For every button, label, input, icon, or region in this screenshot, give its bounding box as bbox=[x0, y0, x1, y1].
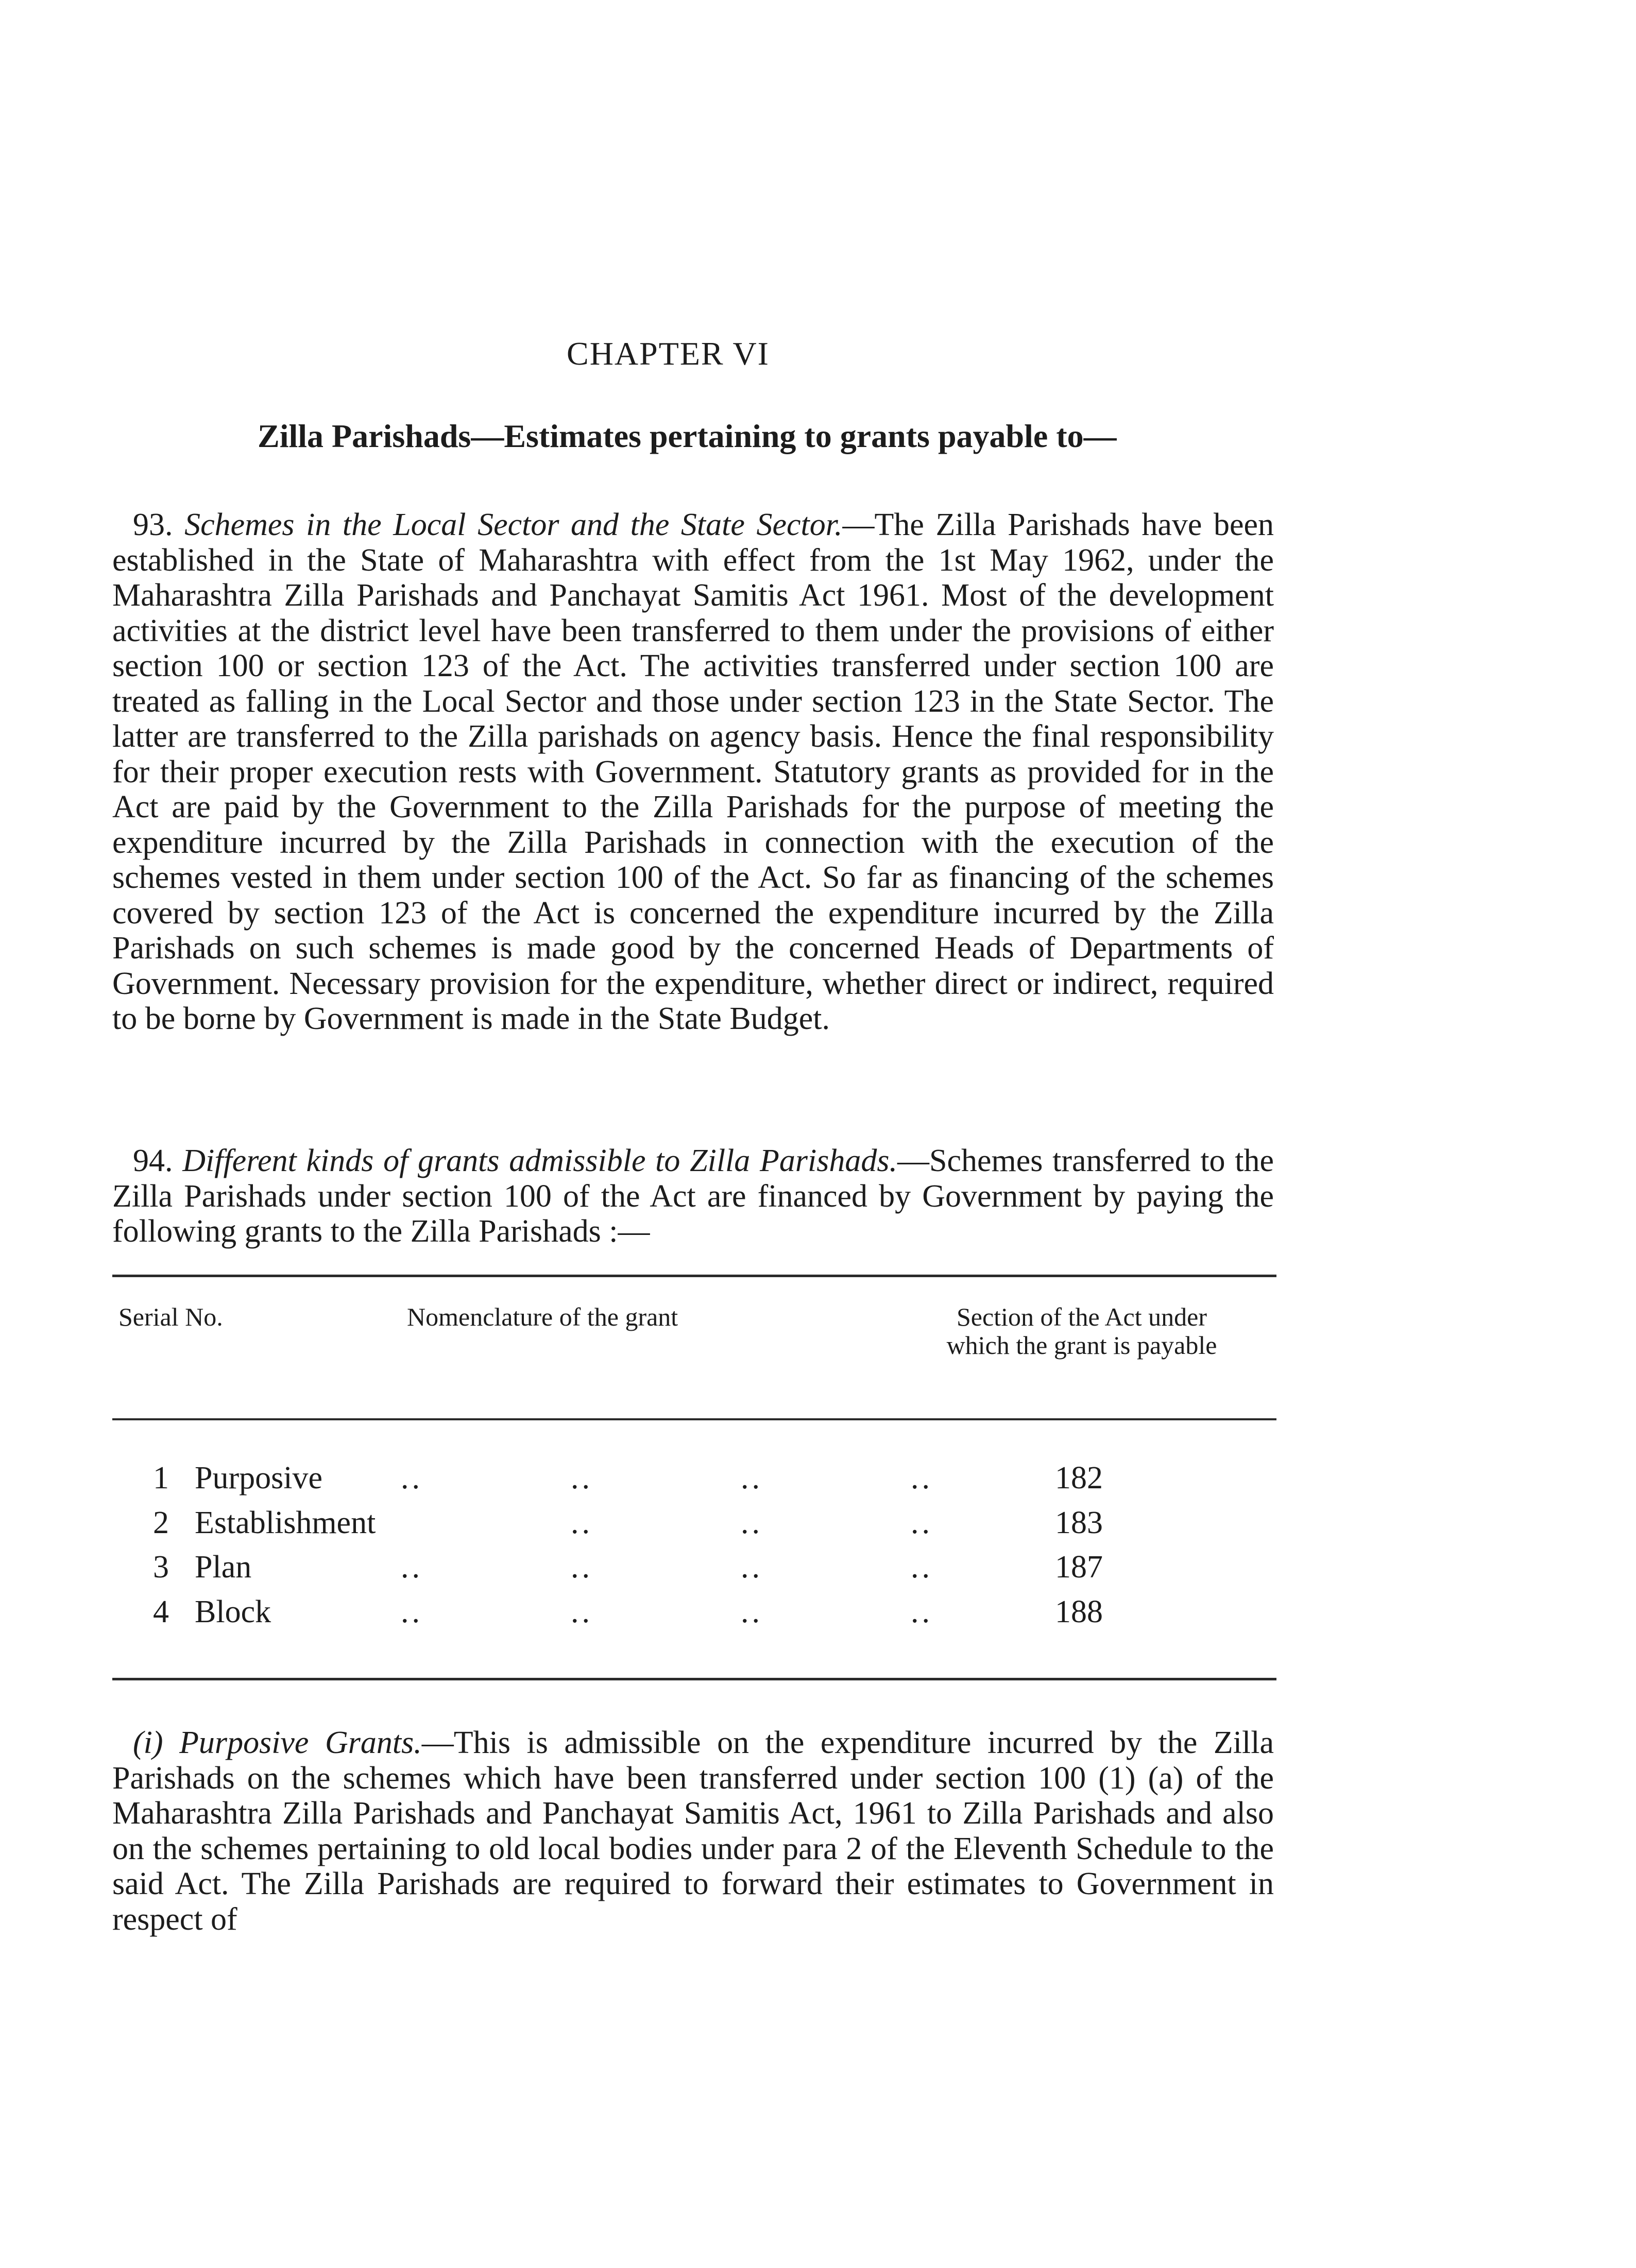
row-serial: 1 bbox=[153, 1461, 169, 1496]
row-grant-name: Block bbox=[195, 1594, 271, 1629]
row-serial: 4 bbox=[153, 1594, 169, 1629]
leader-dots: .. bbox=[911, 1550, 933, 1585]
leader-dots: .. bbox=[571, 1550, 593, 1585]
row-section: 182 bbox=[1055, 1461, 1103, 1496]
table-row bbox=[112, 1547, 1276, 1591]
chapter-title: CHAPTER VI bbox=[567, 335, 770, 372]
table-row bbox=[112, 1591, 1276, 1636]
header-serial-no: Serial No. bbox=[118, 1302, 223, 1331]
row-serial: 2 bbox=[153, 1505, 169, 1540]
paragraph-94 bbox=[112, 1143, 1274, 1249]
leader-dots: .. bbox=[911, 1505, 933, 1540]
table-header-rule bbox=[112, 1418, 1276, 1420]
header-nomenclature: Nomenclature of the grant bbox=[407, 1302, 678, 1331]
row-grant-name: Plan bbox=[195, 1550, 252, 1585]
paragraph-93 bbox=[112, 507, 1274, 1037]
leader-dots: .. bbox=[741, 1594, 763, 1629]
para-93-heading: Schemes in the Local Sector and the State Sector. bbox=[184, 507, 843, 542]
leader-dots: .. bbox=[741, 1505, 763, 1540]
para-93-text: —The Zilla Parishads have been established in the State of Maharashtra with effect from the 1st May 1962, under the Maharashtra Zilla Parishads and Panchayat Samitis Act 1961. Most of the development activities at the district level have been transferred to them under the provisions of either section 100 or section 123 of the Act. The activities transferred under section 100 are treated as falling in the Local Sector and those under section 123 in the State Sector. The latter are transferred to the Zilla parishads on agency basis. Hence the final responsibility for their proper execution rests with Government. Statutory grants as provided for in the Act are paid by the Government to the Zilla Parishads for the purpose of meeting the expenditure incurred by the Zilla Parishads in connection with the execution of the schemes vested in them under section 100 of the Act. So far as financing of the schemes covered by section 123 of the Act is concerned the expenditure incurred by the Zilla Parishads on such schemes is made good by the concerned Heads of Departments of Government. Necessary provision for the expenditure, whether direct or indirect, required to be borne by Government is made in the State Budget. bbox=[112, 507, 1274, 1036]
leader-dots: .. bbox=[911, 1461, 933, 1496]
row-grant-name: Purposive bbox=[195, 1461, 322, 1496]
table-row bbox=[112, 1502, 1276, 1547]
leader-dots: .. bbox=[401, 1461, 423, 1496]
row-section: 187 bbox=[1055, 1550, 1103, 1585]
paragraph-purposive-grants bbox=[112, 1725, 1274, 1937]
leader-dots: .. bbox=[571, 1505, 593, 1540]
para-i-heading: Purposive Grants. bbox=[179, 1725, 422, 1760]
chapter-subtitle: Zilla Parishads—Estimates pertaining to grants payable to— bbox=[258, 418, 1117, 454]
leader-dots: .. bbox=[741, 1461, 763, 1496]
row-serial: 3 bbox=[153, 1550, 169, 1585]
leader-dots: .. bbox=[401, 1594, 423, 1629]
para-i-number: (i) bbox=[133, 1725, 163, 1760]
leader-dots: .. bbox=[401, 1550, 423, 1585]
para-93-number: 93. bbox=[133, 507, 173, 542]
table-top-rule bbox=[112, 1275, 1276, 1277]
leader-dots: .. bbox=[911, 1594, 933, 1629]
row-section: 183 bbox=[1055, 1505, 1103, 1540]
table-bottom-rule bbox=[112, 1678, 1276, 1680]
row-section: 188 bbox=[1055, 1594, 1103, 1629]
para-94-text: —Schemes transferred to the Zilla Parishads under section 100 of the Act are financed by Government by paying the following grants to the Zilla Parishads :— bbox=[112, 1143, 1274, 1249]
table-row bbox=[112, 1457, 1276, 1502]
leader-dots: .. bbox=[741, 1550, 763, 1585]
header-section: Section of the Act under which the grant is payable bbox=[946, 1302, 1217, 1360]
row-grant-name: Establishment bbox=[195, 1505, 376, 1540]
para-94-heading: Different kinds of grants admissible to Zilla Parishads. bbox=[182, 1143, 897, 1178]
leader-dots: .. bbox=[571, 1594, 593, 1629]
para-94-number: 94. bbox=[133, 1143, 173, 1178]
para-i-text: —This is admissible on the expenditure incurred by the Zilla Parishads on the schemes which have been transferred under section 100 (1) (a) of the Maharashtra Zilla Parishads and Panchayat Samitis Act, 1961 to Zilla Parishads and also on the schemes pertaining to old local bodies under para 2 of the Eleventh Schedule to the said Act. The Zilla Parishads are required to forward their estimates to Government in respect of bbox=[112, 1725, 1274, 1937]
leader-dots: .. bbox=[571, 1461, 593, 1496]
